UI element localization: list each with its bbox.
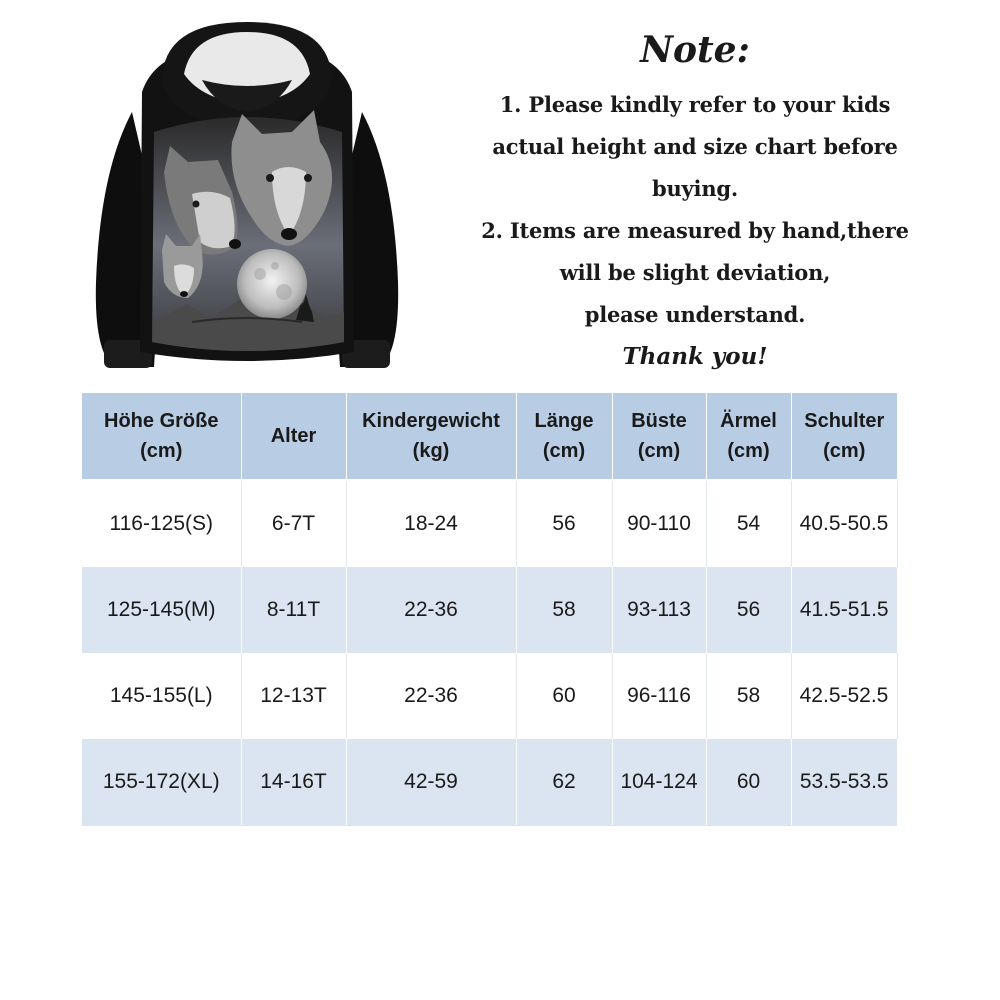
header-unit: (cm): [542, 440, 586, 462]
header-label: Kindergewicht: [362, 410, 500, 432]
header-label: Höhe Größe: [104, 410, 219, 432]
wolf-hoodie-icon: [92, 22, 402, 372]
note-line: 2. Items are measured by hand,there: [481, 218, 909, 243]
table-cell: 53.5-53.5: [791, 739, 897, 826]
header-label: Büste: [631, 410, 687, 432]
table-cell: 22-36: [346, 567, 516, 653]
note-line: will be slight deviation,: [559, 260, 831, 285]
table-cell: 40.5-50.5: [791, 480, 897, 567]
table-cell: 116-125(S): [82, 480, 241, 567]
table-cell: 90-110: [612, 480, 706, 567]
table-cell: 14-16T: [241, 739, 346, 826]
table-cell: 58: [516, 567, 612, 653]
table-cell: 60: [516, 653, 612, 739]
size-chart-table: [82, 393, 898, 826]
header-label: Schulter: [804, 410, 885, 432]
table-cell: 6-7T: [241, 480, 346, 567]
hoodie-image: [92, 22, 402, 372]
note-title: Note:: [640, 29, 750, 71]
table-cell: 18-24: [346, 480, 516, 567]
note-line: buying.: [652, 176, 738, 201]
header-age: [241, 393, 346, 480]
table-cell: 54: [706, 480, 791, 567]
header-child-weight: [346, 393, 516, 480]
table-cell: 8-11T: [241, 567, 346, 653]
table-cell: 58: [706, 653, 791, 739]
header-label: Länge: [534, 410, 594, 432]
table-cell: 62: [516, 739, 612, 826]
header-sleeve: [706, 393, 791, 480]
table-cell: 56: [706, 567, 791, 653]
note-line: please understand.: [584, 302, 806, 327]
table-cell: 60: [706, 739, 791, 826]
table-cell: 42-59: [346, 739, 516, 826]
header-unit: (cm): [140, 440, 183, 462]
table-cell: 125-145(M): [82, 567, 241, 653]
table-cell: 145-155(L): [82, 653, 241, 739]
table-row: [82, 653, 897, 739]
table-cell: 12-13T: [241, 653, 346, 739]
note-block: [470, 26, 920, 378]
header-label: Alter: [270, 425, 317, 447]
header-shoulder: [791, 393, 897, 480]
table-cell: 96-116: [612, 653, 706, 739]
note-thanks: Thank you!: [622, 343, 768, 370]
table-cell: 41.5-51.5: [791, 567, 897, 653]
table-cell: 104-124: [612, 739, 706, 826]
table-cell: 155-172(XL): [82, 739, 241, 826]
header-label: Ärmel: [720, 410, 777, 432]
table-row: [82, 739, 897, 826]
header-length: [516, 393, 612, 480]
table-header-row: [82, 393, 897, 480]
table-row: [82, 567, 897, 653]
note-line: 1. Please kindly refer to your kids: [499, 92, 891, 117]
header-unit: (kg): [412, 440, 450, 462]
header-bust: [612, 393, 706, 480]
note-line: actual height and size chart before: [492, 134, 898, 159]
table-row: [82, 480, 897, 567]
header-unit: (cm): [823, 440, 866, 462]
header-unit: (cm): [727, 440, 770, 462]
table-cell: 22-36: [346, 653, 516, 739]
table-cell: 42.5-52.5: [791, 653, 897, 739]
table-cell: 93-113: [612, 567, 706, 653]
table-cell: 56: [516, 480, 612, 567]
header-height-size: [82, 393, 241, 480]
header-unit: (cm): [637, 440, 681, 462]
